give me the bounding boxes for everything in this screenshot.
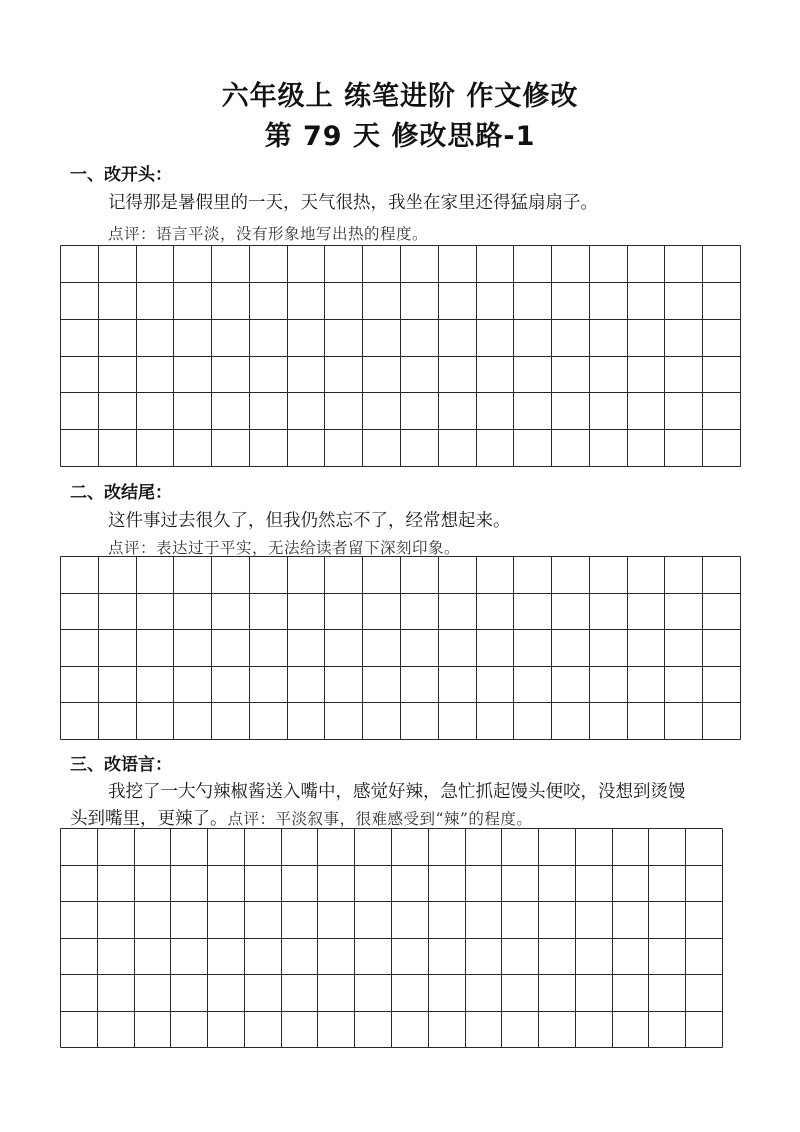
section-2-heading: 二、改结尾： — [70, 483, 172, 503]
page-subtitle: 第 79 天 修改思路-1 — [264, 121, 536, 152]
section-3-sentence-line2-text: 头到嘴里，更辣了。 — [70, 809, 228, 829]
section-3-comment: 点评：平淡叙事，很难感受到“辣”的程度。 — [227, 810, 533, 828]
section-1-comment: 点评：语言平淡，没有形象地写出热的程度。 — [108, 225, 429, 243]
section-3-heading: 三、改语言： — [70, 755, 172, 775]
section-1-heading: 一、改开头： — [70, 165, 172, 185]
section-3-sentence-line2 — [70, 805, 532, 830]
writing-grid-3[interactable] — [60, 828, 723, 1048]
section-3-sentence-line1: 我挖了一大勺辣椒酱送入嘴中，感觉好辣，急忙抓起馒头便咬，没想到烫馒 — [108, 782, 686, 802]
page-title: 六年级上 练笔进阶 作文修改 — [221, 81, 579, 112]
section-2-sentence: 这件事过去很久了，但我仍然忘不了，经常想起来。 — [108, 511, 511, 531]
section-1-sentence: 记得那是暑假里的一天，天气很热，我坐在家里还得猛扇扇子。 — [108, 193, 598, 213]
writing-grid-1[interactable] — [60, 245, 741, 467]
section-2-comment: 点评：表达过于平实，无法给读者留下深刻印象。 — [108, 539, 461, 557]
writing-grid-2[interactable] — [60, 556, 741, 740]
